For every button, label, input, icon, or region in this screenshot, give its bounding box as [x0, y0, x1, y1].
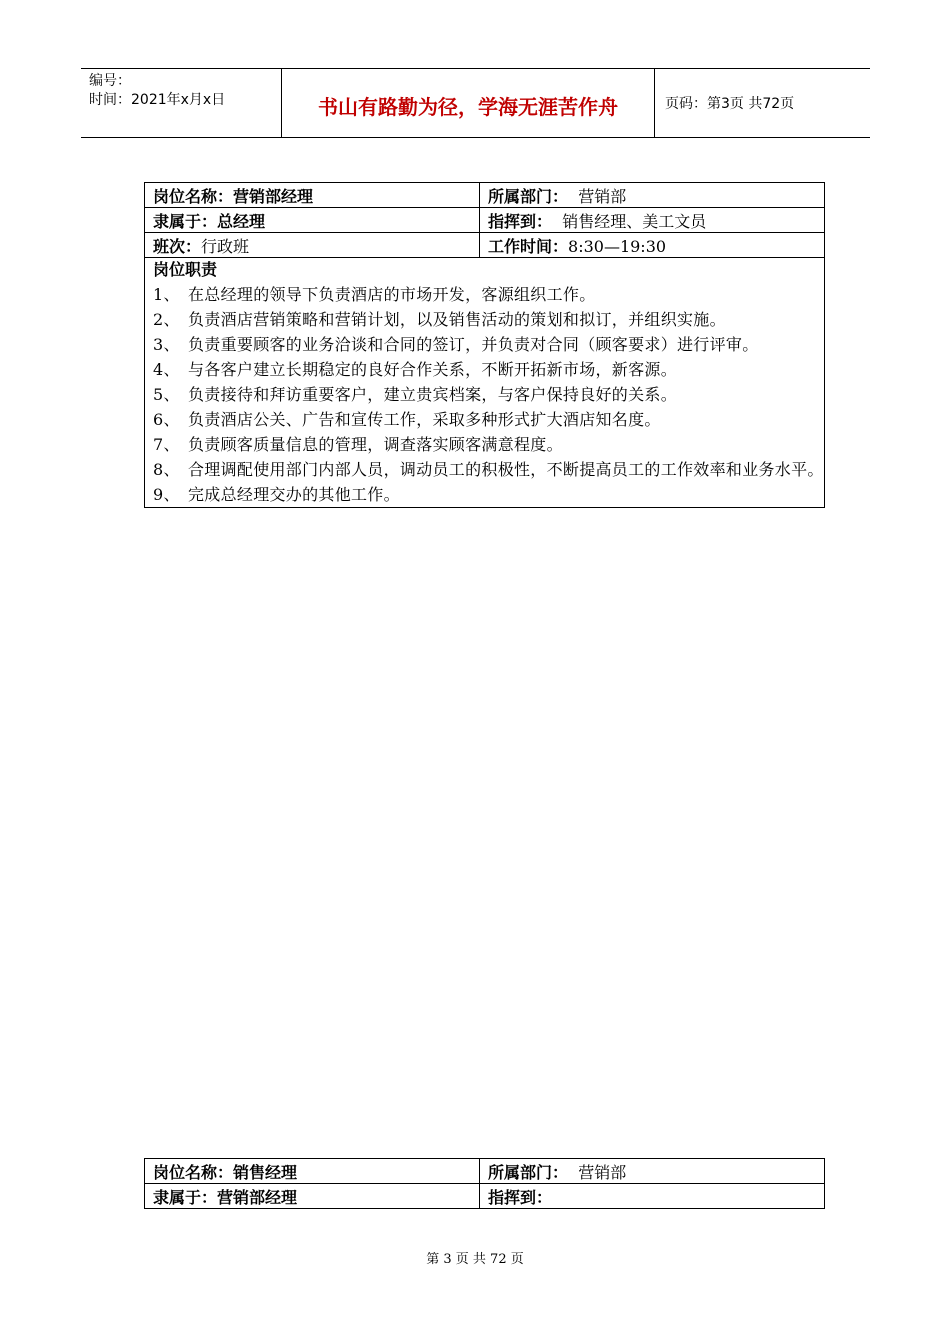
page-footer: 第 3 页 共 72 页	[426, 1252, 524, 1267]
duty-item	[153, 332, 816, 357]
duty-text: 完成总经理交办的其他工作。	[188, 485, 400, 504]
directs-label: 指挥到：	[488, 211, 553, 231]
position-name-value: 销售经理	[233, 1162, 298, 1182]
duty-item	[153, 457, 824, 482]
duty-number: 8、	[153, 460, 180, 479]
reports-to-cell	[145, 1184, 480, 1209]
duty-number: 9、	[153, 485, 180, 504]
reports-to-cell	[145, 208, 480, 233]
duty-text: 负责酒店营销策略和营销计划，以及销售活动的策划和拟订，并组织实施。	[188, 310, 726, 329]
duty-item	[153, 307, 816, 332]
table-row	[145, 1184, 825, 1209]
position-name-label: 岗位名称：	[153, 1162, 234, 1182]
department-label: 所属部门：	[488, 1162, 569, 1182]
duty-text: 合理调配使用部门内部人员，调动员工的积极性，不断提高员工的工作效率和业务水平。	[188, 460, 824, 479]
position-name-value: 营销部经理	[233, 186, 314, 206]
duties-title: 岗位职责	[153, 260, 218, 279]
header-page-cell	[655, 69, 870, 137]
duty-text: 负责重要顾客的业务洽谈和合同的签订，并负责对合同（顾客要求）进行评审。	[188, 335, 759, 354]
header-meta-cell	[81, 69, 282, 137]
table-row	[145, 233, 825, 258]
directs-value: 销售经理、美工文员	[562, 211, 707, 231]
duty-number: 5、	[153, 385, 180, 404]
page-info: 页码：第3页 共72页	[665, 96, 795, 112]
department-value: 营销部	[578, 186, 627, 206]
duty-number: 2、	[153, 310, 180, 329]
date-label: 时间：2021年x月x日	[89, 92, 226, 108]
duty-number: 7、	[153, 435, 180, 454]
duty-number: 6、	[153, 410, 180, 429]
table-row	[145, 1159, 825, 1184]
department-cell	[480, 1159, 825, 1184]
table-row	[145, 183, 825, 208]
page-header	[81, 68, 870, 138]
job-table-marketing-manager	[144, 182, 825, 508]
duty-text: 负责酒店公关、广告和宣传工作，采取多种形式扩大酒店知名度。	[188, 410, 661, 429]
duty-text: 负责顾客质量信息的管理，调查落实顾客满意程度。	[188, 435, 563, 454]
shift-label: 班次：	[153, 236, 202, 256]
reports-to-value: 营销部经理	[217, 1187, 298, 1207]
duty-item	[153, 282, 816, 307]
department-value: 营销部	[578, 1162, 627, 1182]
job-table-sales-manager	[144, 1158, 825, 1209]
directs-cell	[480, 1184, 825, 1209]
reports-to-label: 隶属于：	[153, 1187, 218, 1207]
position-name-label: 岗位名称：	[153, 186, 234, 206]
duty-text: 在总经理的领导下负责酒店的市场开发，客源组织工作。	[188, 285, 596, 304]
duty-text: 与各客户建立长期稳定的良好合作关系，不断开拓新市场，新客源。	[188, 360, 678, 379]
duty-item	[153, 357, 816, 382]
duty-text: 负责接待和拜访重要客户，建立贵宾档案，与客户保持良好的关系。	[188, 385, 678, 404]
serial-label: 编号：	[89, 73, 131, 89]
duty-item	[153, 382, 816, 407]
duty-number: 1、	[153, 285, 180, 304]
reports-to-value: 总经理	[217, 211, 266, 231]
table-row	[145, 208, 825, 233]
reports-to-label: 隶属于：	[153, 211, 218, 231]
shift-value: 行政班	[201, 236, 250, 256]
motto-text: 书山有路勤为径，学海无涯苦作舟	[318, 95, 618, 119]
duty-item	[153, 407, 816, 432]
position-name-cell	[145, 1159, 480, 1184]
duty-number: 4、	[153, 360, 180, 379]
department-label: 所属部门：	[488, 186, 569, 206]
duty-number: 3、	[153, 335, 180, 354]
duties-list	[153, 282, 824, 507]
work-hours-label: 工作时间：	[488, 236, 569, 256]
department-cell	[480, 183, 825, 208]
header-motto-cell	[282, 69, 655, 137]
table-row	[145, 258, 825, 508]
position-name-cell	[145, 183, 480, 208]
shift-cell	[145, 233, 480, 258]
duty-item	[153, 432, 816, 457]
duty-item	[153, 482, 816, 507]
directs-cell	[480, 208, 825, 233]
directs-label: 指挥到：	[488, 1187, 553, 1207]
duties-cell	[145, 258, 825, 508]
work-hours-cell	[480, 233, 825, 258]
work-hours-value: 8:30—19:30	[568, 236, 667, 256]
